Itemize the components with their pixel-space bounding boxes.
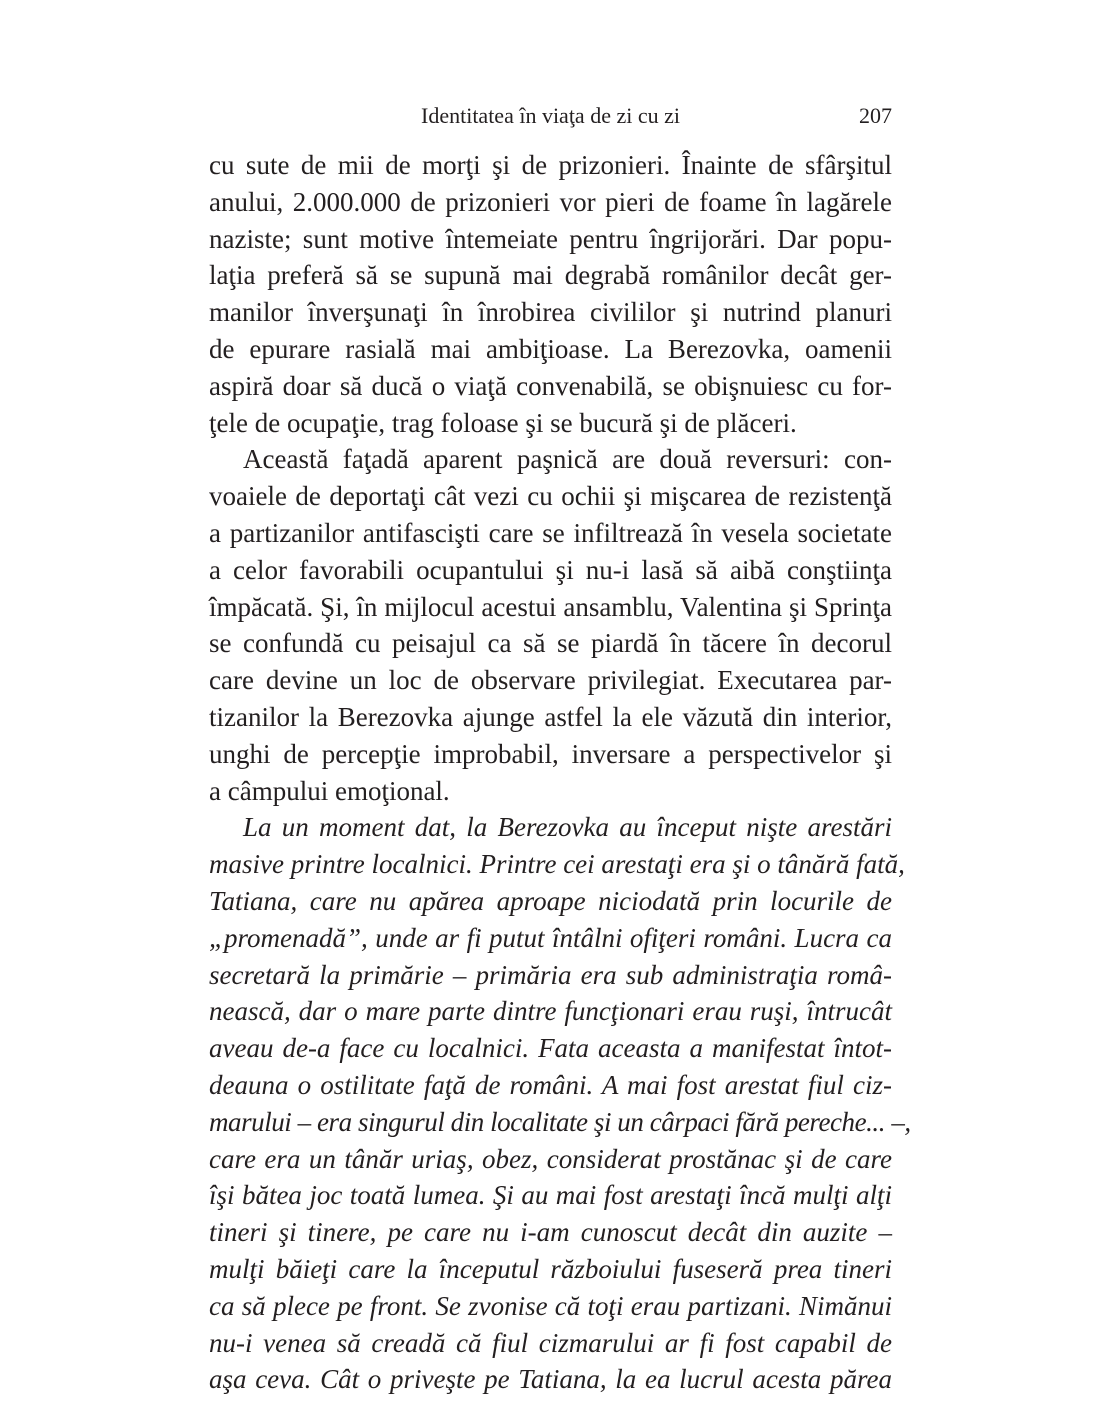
text-line: Tatiana, care nu apărea aproape niciodată prin locurile de — [209, 885, 892, 916]
text-line: La un moment dat, la Berezovka au început nişte arestări — [243, 812, 892, 843]
text-line: nu-i venea să creadă că fiul cizmarului ar fi fost capabil de — [209, 1327, 892, 1358]
text-line: unghi de percepţie improbabil, inversare a perspectivelor şi — [209, 738, 892, 769]
text-line: cu sute de mii de morţi şi de prizonieri. Înainte de sfârşitul — [209, 150, 892, 180]
paragraph-1 — [209, 147, 892, 441]
text-line: a celor favorabili ocupantului şi nu-i lasă să aibă conştiinţa — [209, 554, 892, 585]
text-line: aşa ceva. Cât o priveşte pe Tatiana, la ea lucrul acesta părea — [209, 1364, 892, 1395]
text-line: mulţi băieţi care la începutul războiului fuseseră prea tineri — [209, 1253, 892, 1284]
text-line: ca să plece pe front. Se zvonise că toţi erau partizani. Nimănui — [209, 1290, 892, 1321]
paragraph-3-italic-quote — [209, 809, 911, 1398]
paragraph-2 — [209, 441, 892, 809]
text-line: ţele de ocupaţie, trag foloase şi se bucură şi de plăceri. — [209, 407, 797, 438]
text-line: care devine un loc de observare privilegiat. Executarea par- — [209, 665, 892, 696]
text-line: a partizanilor antifascişti care se infiltrează în vesela societate — [209, 517, 892, 548]
text-line: aveau de-a face cu localnici. Fata aceasta a manifestat întot- — [209, 1033, 892, 1064]
book-page — [209, 96, 911, 1398]
text-line: nească, dar o mare parte dintre funcţionari erau ruşi, întrucât — [209, 996, 892, 1027]
text-line: anului, 2.000.000 de prizonieri vor pieri de foame în lagărele — [209, 186, 892, 217]
text-line: secretară la primărie – primăria era sub administraţia româ- — [209, 959, 892, 990]
text-line: de epurare rasială mai ambiţioase. La Berezovka, oamenii — [209, 333, 892, 364]
text-line: tineri şi tinere, pe care nu i-am cunoscut decât din auzite – — [209, 1217, 892, 1248]
text-line: deauna o ostilitate faţă de români. A mai fost arestat fiul ciz- — [209, 1069, 892, 1100]
text-line: marului – era singurul din localitate şi un cârpaci fără pereche... –, — [209, 1106, 911, 1137]
text-line: „promenadă”, unde ar fi putut întâlni ofiţeri români. Lucra ca — [209, 922, 892, 953]
page-body — [209, 147, 911, 1398]
text-line: împăcată. Şi, în mijlocul acestui ansamblu, Valentina şi Sprinţa — [209, 591, 892, 622]
text-line: îşi bătea joc toată lumea. Şi au mai fost arestaţi încă mulţi alţi — [209, 1180, 892, 1211]
text-line: masive printre localnici. Printre cei arestaţi era şi o tânără fată, — [209, 849, 905, 880]
text-line: manilor înverşunaţi în înrobirea civililor şi nutrind planuri — [209, 297, 892, 328]
text-line: aspiră doar să ducă o viaţă convenabilă, se obişnuiesc cu for- — [209, 370, 892, 401]
text-line: tizanilor la Berezovka ajunge astfel la ele văzută din interior, — [209, 701, 892, 732]
text-line: laţia preferă să se supună mai degrabă românilor decât ger- — [209, 260, 892, 291]
text-line: voaiele de deportaţi cât vezi cu ochii şi mişcarea de rezistenţă — [209, 481, 892, 512]
running-title: Identitatea în viaţa de zi cu zi — [421, 103, 680, 128]
running-header — [209, 96, 892, 136]
page-number: 207 — [859, 103, 892, 128]
text-line: naziste; sunt motive întemeiate pentru îngrijorări. Dar popu- — [209, 223, 892, 254]
text-line: a câmpului emoţional. — [209, 775, 450, 806]
text-line: se confundă cu peisajul ca să se piardă în tăcere în decorul — [209, 628, 892, 659]
text-line: care era un tânăr uriaş, obez, considerat prostănac şi de care — [209, 1143, 892, 1174]
text-line: Această faţadă aparent paşnică are două reversuri: con- — [243, 444, 892, 475]
